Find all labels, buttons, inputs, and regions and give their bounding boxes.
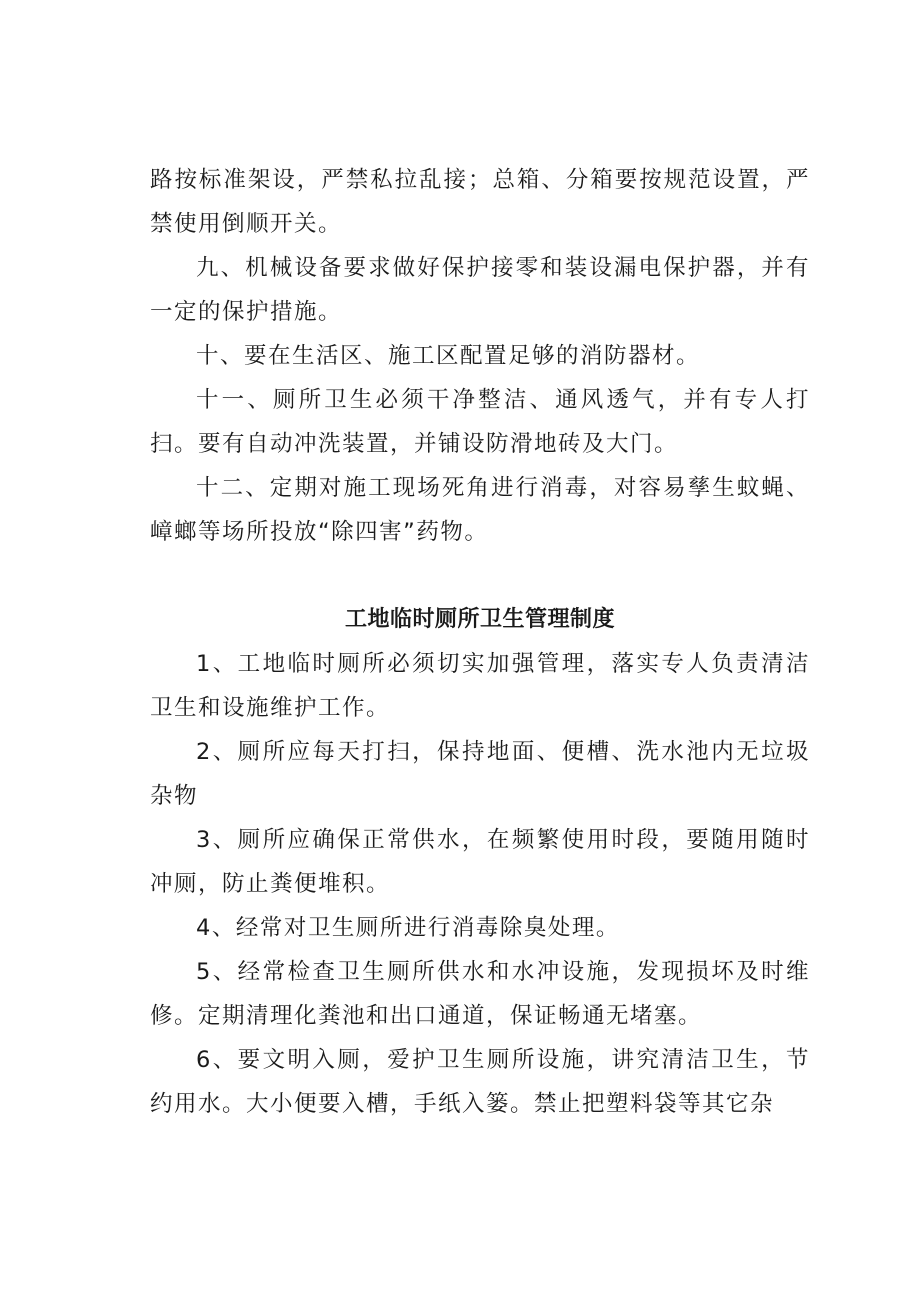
toilet-rule-3: 3、厕所应确保正常供水，在频繁使用时段，要随用随时冲厕，防止粪便堆积。	[150, 827, 810, 897]
toilet-rule-1: 1、工地临时厕所必须切实加强管理，落实专人负责清洁卫生和设施维护工作。	[150, 651, 810, 721]
rule-item-12: 十二、定期对施工现场死角进行消毒，对容易孳生蚊蝇、嶂螂等场所投放“除四害”药物。	[150, 475, 810, 545]
section-title: 工地临时厕所卫生管理制度	[344, 607, 615, 632]
toilet-rule-4: 4、经常对卫生厕所进行消毒除臭处理。	[196, 915, 620, 941]
rule-item-11: 十一、厕所卫生必须干净整洁、通风透气，并有专人打扫。要有自动冲洗装置，并铺设防滑地砖及大门。	[150, 387, 810, 457]
toilet-rule-6: 6、要文明入厕，爱护卫生厕所设施，讲究清洁卫生，节约用水。大小便要入槽，手纸入篓。禁止把塑料袋等其它杂	[150, 1047, 810, 1117]
rule-item-9: 九、机械设备要求做好保护接零和装设漏电保护器，并有一定的保护措施。	[150, 255, 810, 325]
continued-paragraph: 路按标准架设，严禁私拉乱接；总箱、分箱要按规范设置，严禁使用倒顺开关。	[150, 167, 810, 237]
toilet-rule-2: 2、厕所应每天打扫，保持地面、便槽、洗水池内无垃圾杂物	[150, 739, 810, 809]
rule-item-10: 十、要在生活区、施工区配置足够的消防器材。	[196, 343, 701, 369]
document-page	[150, 158, 810, 1126]
toilet-rule-5: 5、经常检查卫生厕所供水和水冲设施，发现损坏及时维修。定期清理化粪池和出口通道，保证畅通无堵塞。	[150, 959, 810, 1029]
